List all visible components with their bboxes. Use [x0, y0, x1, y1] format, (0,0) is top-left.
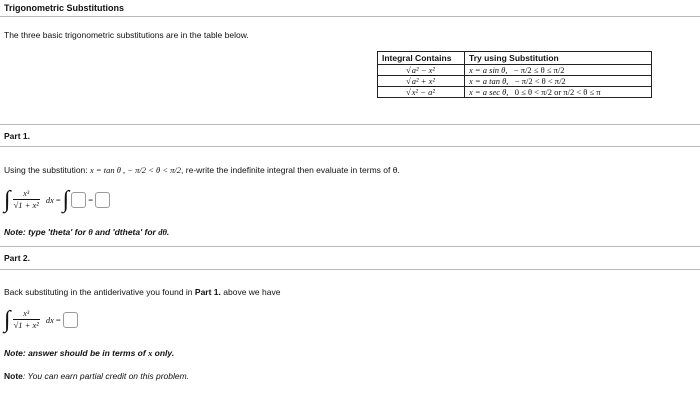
- table-header-cell: Integral Contains: [378, 52, 465, 65]
- note-theta-symbol: θ: [88, 227, 93, 237]
- substitution-expr: x = a sec θ,: [469, 87, 509, 97]
- note-label: Note: [4, 371, 23, 381]
- integrand-numerator: x³: [23, 309, 30, 318]
- note-text: .: [166, 227, 170, 237]
- substitution-range: − π/2 < θ < π/2: [514, 76, 566, 86]
- integrand-denominator: 1 + x²: [18, 200, 39, 210]
- part2-note: [4, 348, 174, 358]
- divider: [0, 16, 700, 17]
- substitution-table: [377, 51, 652, 98]
- instruction-bold: Part 1.: [194, 287, 221, 297]
- instruction-suffix: above we have: [220, 287, 281, 297]
- divider: [0, 124, 700, 125]
- note-dtheta-symbol: dθ: [158, 227, 167, 237]
- dx-label: dx: [45, 195, 54, 205]
- table-row: [378, 76, 652, 87]
- theta-antiderivative-input[interactable]: [95, 192, 110, 208]
- radicand: x² − a²: [411, 87, 435, 97]
- note-text: : You can earn partial credit on this problem.: [22, 371, 190, 381]
- integrand-denominator: 1 + x²: [18, 320, 39, 330]
- table-cell-substitution: [465, 76, 652, 87]
- rewritten-integrand-input[interactable]: [71, 192, 86, 208]
- x-antiderivative-input[interactable]: [63, 312, 78, 328]
- partial-credit-note: [4, 371, 189, 381]
- table-header-cell: Try using Substitution: [465, 52, 652, 65]
- equals-sign: =: [55, 195, 61, 205]
- integrand-numerator: x³: [23, 189, 30, 198]
- part1-heading: Part 1.: [4, 131, 30, 141]
- integral-icon: ∫: [4, 187, 11, 213]
- part2-instruction: [4, 287, 280, 297]
- table-row: [378, 87, 652, 98]
- part1-instruction: [4, 165, 400, 175]
- part2-heading: Part 2.: [4, 253, 30, 263]
- note-text: and 'dtheta' for: [92, 227, 159, 237]
- divider: [0, 246, 700, 247]
- table-row: [378, 65, 652, 76]
- substitution-range: − π/2 ≤ θ ≤ π/2: [513, 65, 565, 75]
- instruction-prefix: Back substituting in the antiderivative you found in: [4, 287, 195, 297]
- table-cell-contains: √a² − x²: [378, 65, 465, 76]
- substitution-expr: x = a sin θ,: [469, 65, 508, 75]
- note-text: Note: answer should be in terms of: [4, 348, 149, 358]
- substitution-range: 0 ≤ θ < π/2 or π/2 < θ ≤ π: [514, 87, 601, 97]
- substitution-expr: x = a tan θ,: [469, 76, 509, 86]
- note-text: only.: [152, 348, 175, 358]
- note-x-symbol: x: [148, 348, 153, 358]
- equals-sign: =: [88, 195, 94, 205]
- integral-icon: ∫: [62, 187, 70, 213]
- note-text: Note: type 'theta' for: [4, 227, 89, 237]
- part2-integral-row: [4, 308, 78, 332]
- table-cell-substitution: [465, 87, 652, 98]
- divider: [0, 146, 700, 147]
- part1-integral-row: [4, 188, 110, 212]
- instruction-math: x = tan θ , − π/2 < θ < π/2: [90, 165, 182, 175]
- table-cell-substitution: [465, 65, 652, 76]
- intro-text: The three basic trigonometric substitutions are in the table below.: [4, 30, 249, 40]
- integrand-fraction: $\frac{\text{x³}}{\text{√1 + x²}}$: [13, 309, 39, 330]
- part1-note: [4, 227, 169, 237]
- dx-label: dx: [45, 315, 54, 325]
- page-title: Trigonometric Substitutions: [4, 3, 125, 13]
- divider: [0, 269, 700, 270]
- radicand: a² + x²: [411, 76, 435, 86]
- radicand: a² − x²: [411, 65, 435, 75]
- equals-sign: =: [55, 315, 61, 325]
- instruction-suffix: , re-write the indefinite integral then evaluate in terms of θ.: [181, 165, 400, 175]
- table-cell-contains: √a² + x²: [378, 76, 465, 87]
- table-header-row: [378, 52, 652, 65]
- table-cell-contains: √x² − a²: [378, 87, 465, 98]
- integral-icon: ∫: [4, 307, 11, 333]
- integrand-fraction: $\frac{\text{x³}}{\text{√1 + x²}}$: [13, 189, 39, 210]
- instruction-prefix: Using the substitution:: [4, 165, 90, 175]
